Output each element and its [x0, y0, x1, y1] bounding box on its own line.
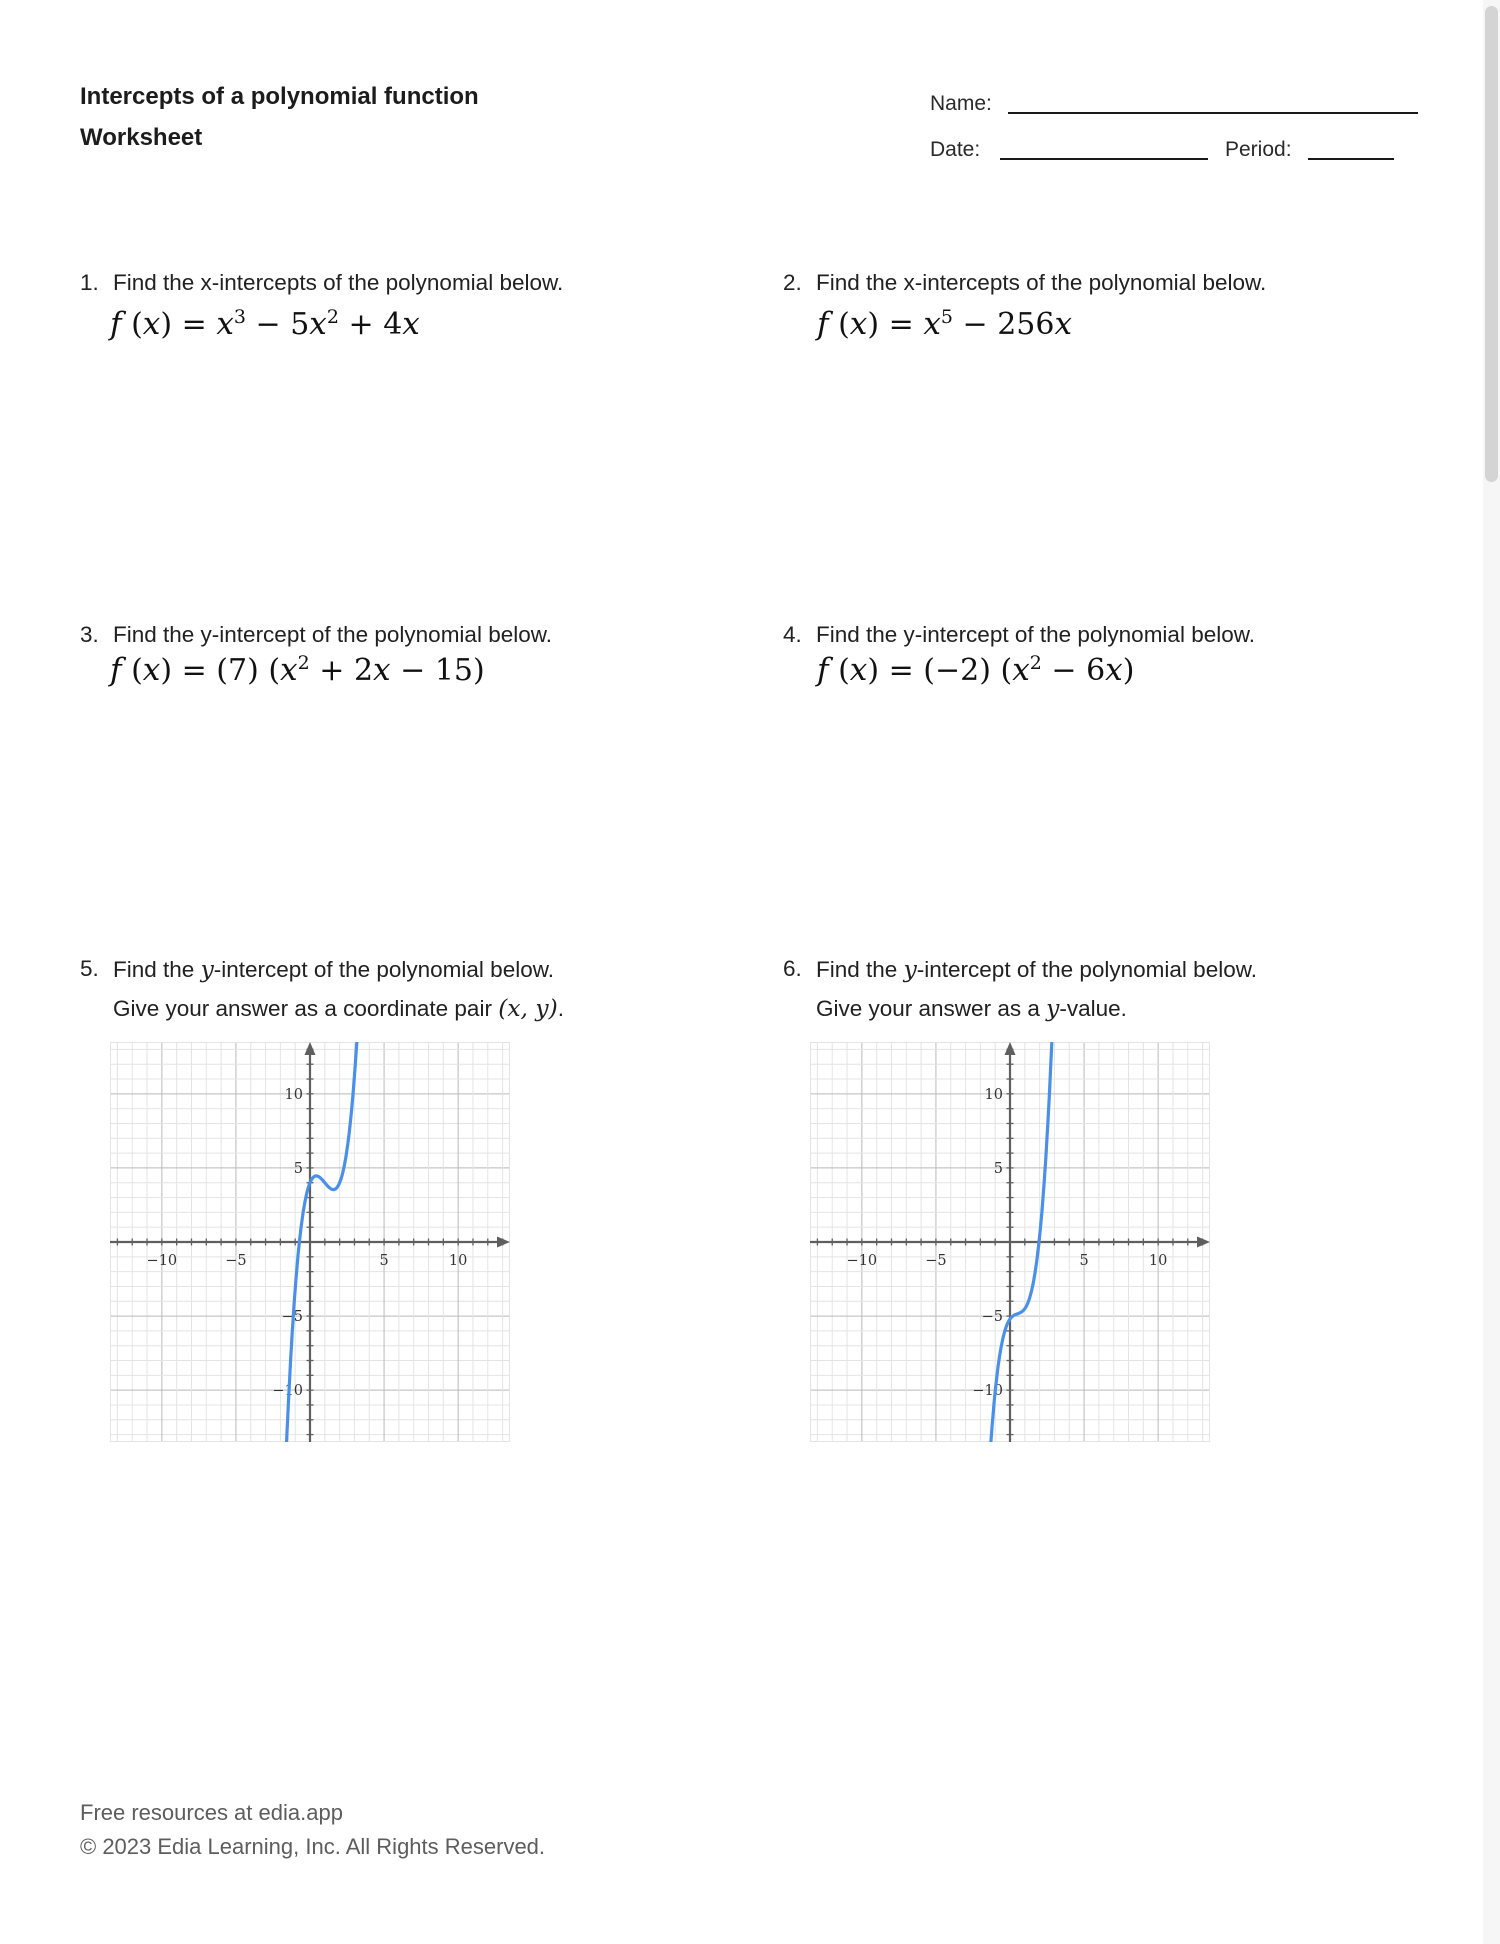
problem-1-equation: f $(x) = x^3 - 5x^2 + 4x$: [110, 306, 420, 342]
date-label: Date:: [930, 138, 981, 161]
page-title-line1: Intercepts of a polynomial function: [80, 83, 479, 110]
svg-text:−10: −10: [272, 1383, 303, 1400]
svg-text:5: 5: [293, 1160, 303, 1177]
problem-6-number: 6.: [783, 956, 802, 981]
problem-3-equation: f (x) = (7) $(x^2 + 2x - 15)$: [110, 652, 485, 688]
svg-text:−10: −10: [146, 1253, 178, 1269]
problem-3-prompt: Find the y-intercept of the polynomial below.: [113, 622, 552, 647]
problem-3-number: 3.: [80, 622, 99, 647]
problem-5-number: 5.: [80, 956, 99, 981]
svg-text:5: 5: [1079, 1253, 1089, 1269]
scrollbar-thumb[interactable]: [1485, 6, 1498, 482]
problem-4: [783, 616, 1423, 654]
problem-5-prompt: Find the y-intercept of the polynomial below.: [113, 955, 554, 983]
graph-problem-6: [810, 1042, 1210, 1442]
svg-text:−10: −10: [846, 1253, 878, 1269]
problem-1: [80, 264, 720, 302]
graph-problem-5: [110, 1042, 510, 1442]
name-label: Name:: [930, 92, 992, 115]
svg-text:10: 10: [1148, 1253, 1168, 1269]
page-title: [80, 76, 479, 158]
problem-4-equation: f (x) = (−2) $(x^2 - 6x)$: [817, 652, 1135, 688]
problem-1-prompt: Find the x-intercepts of the polynomial below.: [113, 270, 564, 295]
scrollbar-track[interactable]: [1483, 0, 1500, 1944]
svg-text:10: 10: [284, 1086, 303, 1103]
svg-text:10: 10: [448, 1253, 468, 1269]
svg-text:5: 5: [379, 1253, 389, 1269]
svg-text:−5: −5: [225, 1253, 247, 1269]
svg-text:−5: −5: [281, 1309, 303, 1326]
problem-1-number: 1.: [80, 270, 99, 295]
problem-6-prompt2: Give your answer as a y-value.: [816, 994, 1127, 1022]
period-label: Period:: [1225, 138, 1292, 161]
period-blank-line: [1308, 158, 1394, 160]
svg-text:−10: −10: [972, 1383, 1003, 1400]
problem-2-number: 2.: [783, 270, 802, 295]
footer-resources: Free resources at edia.app: [80, 1800, 343, 1825]
problem-2: [783, 264, 1423, 302]
problem-3: [80, 616, 720, 654]
problem-2-equation: f $(x) = x^5 - 256x$: [817, 306, 1073, 342]
svg-text:5: 5: [993, 1160, 1003, 1177]
problem-4-prompt: Find the y-intercept of the polynomial below.: [816, 622, 1255, 647]
date-blank-line: [1000, 158, 1208, 160]
problem-4-number: 4.: [783, 622, 802, 647]
name-blank-line: [1008, 112, 1418, 114]
problem-2-prompt: Find the x-intercepts of the polynomial below.: [816, 270, 1267, 295]
problem-5: [80, 950, 740, 1028]
page-title-line2: Worksheet: [80, 124, 203, 151]
problem-5-prompt2: Give your answer as a coordinate pair (x, y).: [113, 994, 564, 1022]
svg-text:−5: −5: [981, 1309, 1003, 1326]
footer-copyright: © 2023 Edia Learning, Inc. All Rights Reserved.: [80, 1834, 546, 1859]
svg-text:10: 10: [984, 1086, 1003, 1103]
svg-text:−5: −5: [925, 1253, 947, 1269]
problem-6-prompt: Find the y-intercept of the polynomial below.: [816, 955, 1257, 983]
problem-6: [783, 950, 1443, 1028]
